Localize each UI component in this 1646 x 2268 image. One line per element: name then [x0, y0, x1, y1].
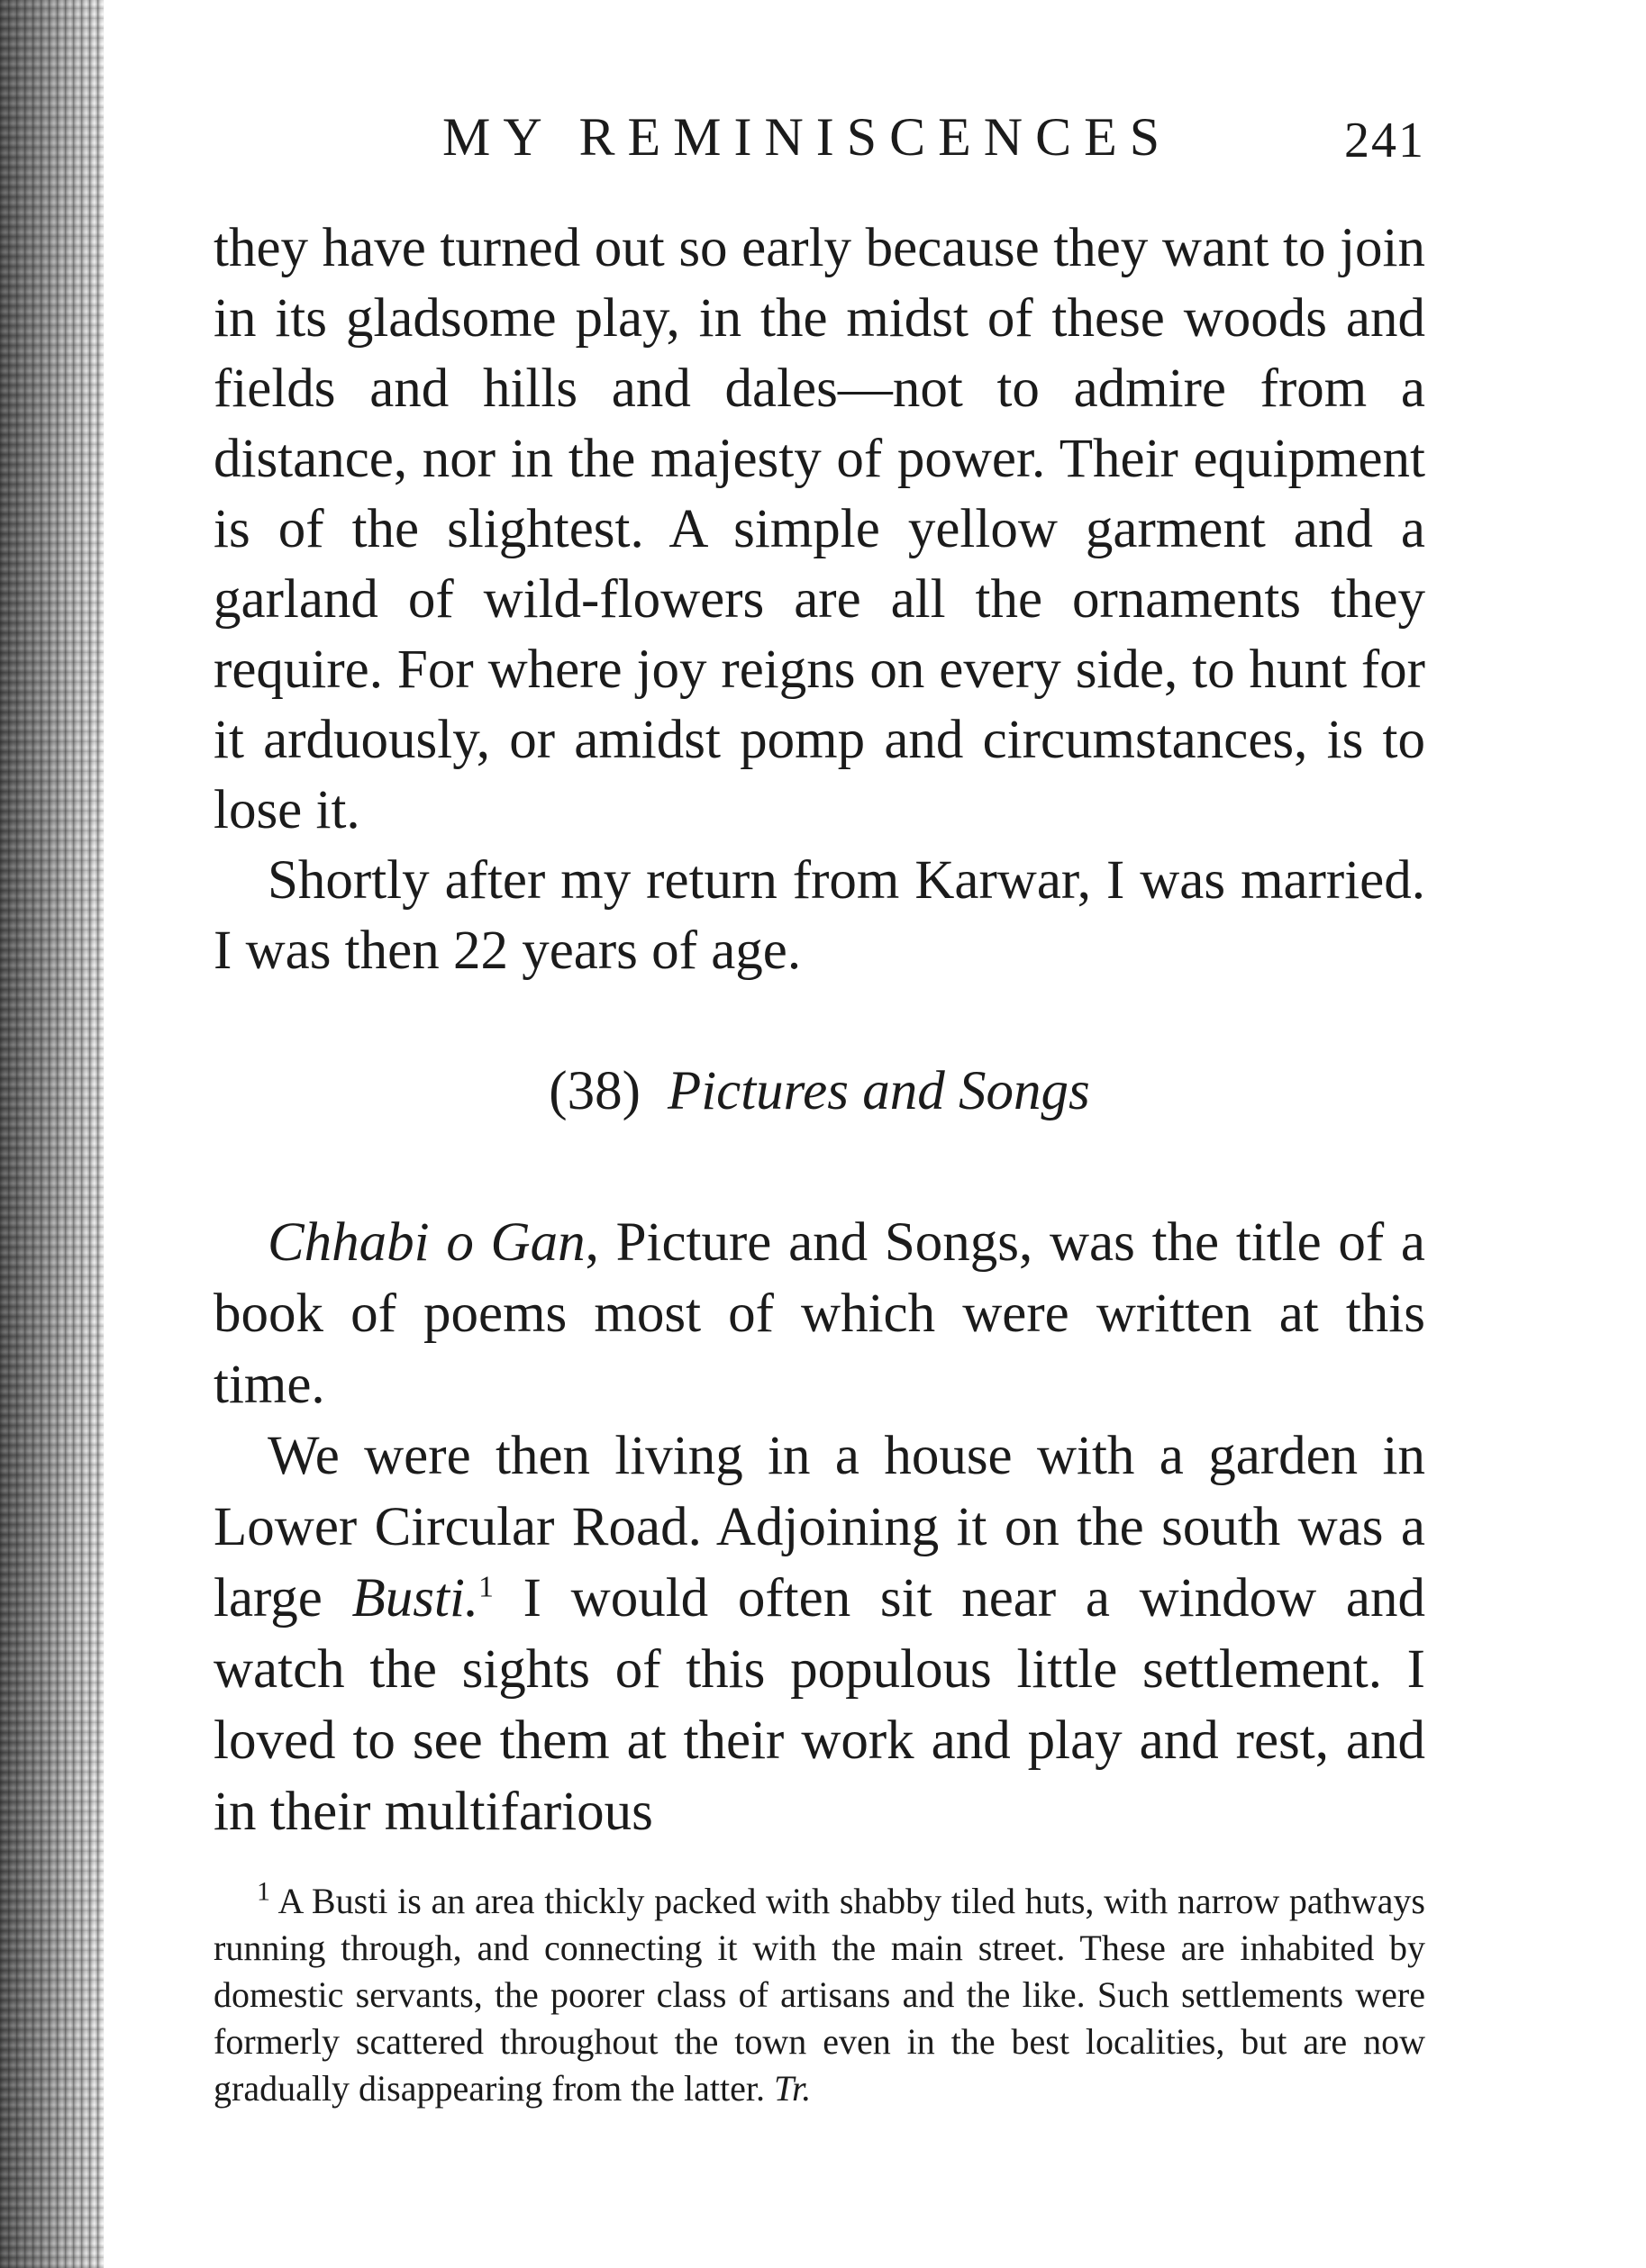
footnote-reference[interactable]: 1 — [478, 1570, 494, 1604]
section-paragraph-text: We were then living in a house with a garden in Lower Circular Road. Adjoining it on the south was a large — [214, 1426, 1425, 1628]
section-body — [214, 1207, 1425, 1847]
section-paragraph — [214, 1207, 1425, 1420]
body-text — [214, 213, 1425, 986]
section-number: (38) — [549, 1061, 641, 1121]
page-number: 241 — [1344, 113, 1425, 168]
section-paragraph-text: I would often sit near a window and watch the sights of this populous little settlement. I loved to see them at their work and play and rest, and in their multifarious — [214, 1568, 1425, 1842]
running-head — [214, 101, 1425, 173]
footnote — [214, 1878, 1425, 2112]
section-paragraph-text: , Picture and Songs, was the title of a book of poems most of which were written at this time. — [214, 1212, 1426, 1415]
section-heading — [214, 1056, 1425, 1128]
running-title: MY REMINISCENCES — [442, 107, 1173, 167]
footnote-marker: 1 — [257, 1876, 270, 1907]
body-paragraph: Shortly after my return from Karwar, I was married. I was then 22 years of age. — [214, 850, 1425, 981]
translator-attribution: Tr. — [774, 2068, 812, 2109]
footnote-text — [214, 1878, 1425, 2112]
section-title: Pictures and Songs — [667, 1061, 1090, 1121]
book-title: Chhabi o Gan — [268, 1212, 586, 1273]
body-paragraph: they have turned out so early because they want to join in its gladsome play, in the midst of these woods and fields and hills and dales—not to admire from a distance, nor in the majesty of power. Their equipment is of the slightest. A simple yellow garment and a garland of wild-flowers are all the ornaments they require. For where joy reigns on every side, to hunt for it arduously, or amidst pomp and circumstances, is to lose it. — [214, 218, 1425, 840]
busti-term: Busti. — [351, 1568, 479, 1628]
book-binding-shadow — [0, 0, 104, 2268]
footnote-body: A Busti is an area thickly packed with shabby tiled huts, with narrow pathways running through, and connecting it with the main street. These are inhabited by domestic servants, the poorer class of artisans and the like. Such settlements were formerly scattered throughout the town even in the best localities, but are now gradually disappearing from the latter. — [214, 1881, 1426, 2109]
section-paragraph — [214, 1420, 1425, 1847]
